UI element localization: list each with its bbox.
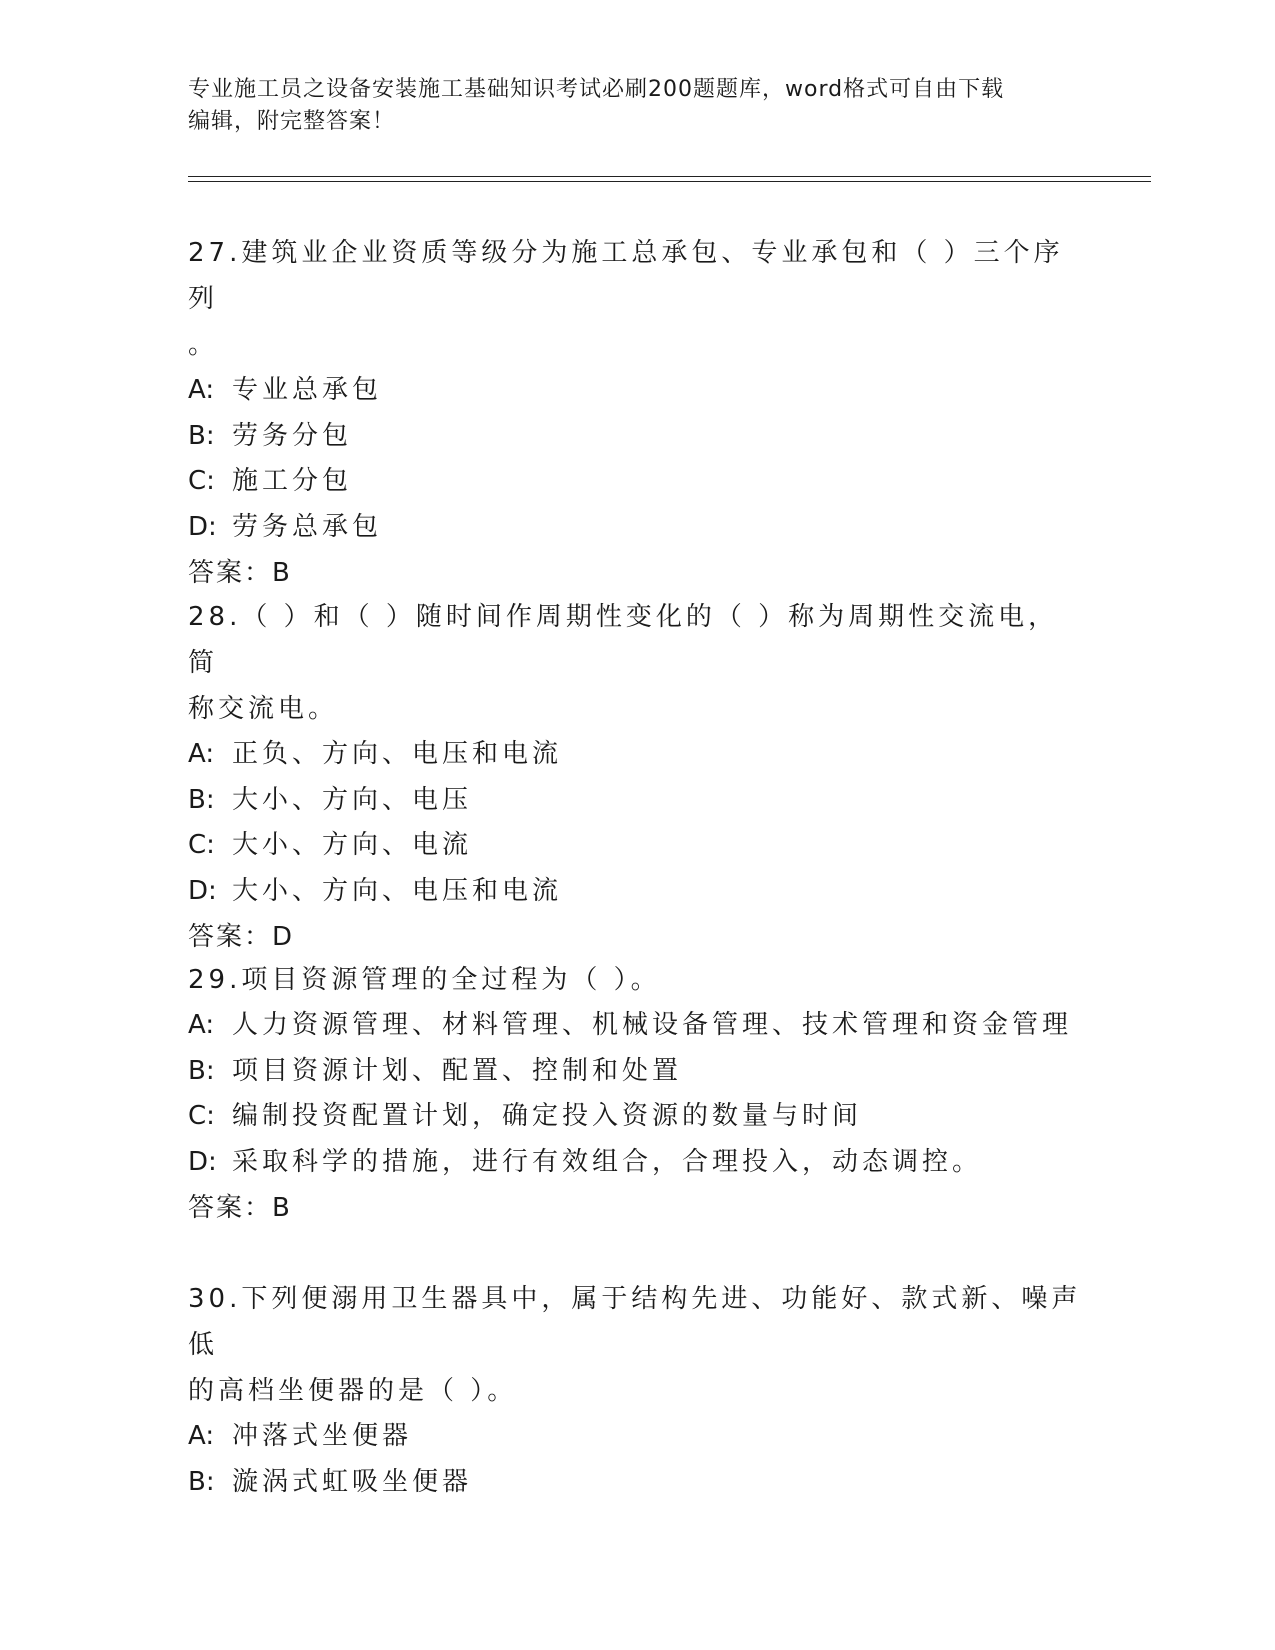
option-text: 劳务分包 bbox=[232, 420, 353, 451]
option-letter: A: bbox=[188, 375, 215, 405]
document-header bbox=[188, 74, 1068, 138]
option-a bbox=[188, 732, 1088, 778]
question-stem bbox=[188, 1276, 1088, 1414]
option-c bbox=[188, 459, 1088, 505]
option-b bbox=[188, 778, 1088, 824]
option-text: 大小、方向、电压 bbox=[232, 784, 473, 815]
header-divider-top bbox=[188, 176, 1151, 177]
option-letter: C: bbox=[188, 466, 215, 496]
option-text: 正负、方向、电压和电流 bbox=[232, 739, 563, 769]
answer-line bbox=[188, 1185, 1088, 1231]
option-a bbox=[188, 1003, 1088, 1049]
question-27 bbox=[188, 230, 1088, 596]
option-text: 大小、方向、电流 bbox=[232, 830, 473, 860]
answer-value: B bbox=[272, 558, 290, 588]
header-divider-bottom bbox=[188, 181, 1151, 182]
question-stem-line-1: 30.下列便溺用卫生器具中，属于结构先进、功能好、款式新、噪声低 bbox=[188, 1284, 1082, 1360]
option-letter: B: bbox=[188, 1466, 215, 1497]
option-b bbox=[188, 1049, 1088, 1095]
question-stem bbox=[188, 594, 1088, 732]
option-text: 大小、方向、电压和电流 bbox=[232, 875, 563, 906]
answer-label: 答案： bbox=[188, 922, 273, 952]
answer-value: B bbox=[272, 1193, 290, 1223]
question-stem-line-1: 28.（ ）和（ ）随时间作周期性变化的（ ）称为周期性交流电，简 bbox=[188, 602, 1059, 678]
option-b bbox=[188, 414, 1088, 460]
option-text: 施工分包 bbox=[232, 466, 353, 496]
question-stem-line-1: 29.项目资源管理的全过程为（ ）。 bbox=[188, 965, 661, 995]
option-letter: D: bbox=[188, 875, 217, 906]
question-stem-line-2: 称交流电。 bbox=[188, 694, 339, 724]
option-letter: B: bbox=[188, 1055, 215, 1086]
option-b bbox=[188, 1460, 1088, 1506]
option-letter: A: bbox=[188, 1421, 215, 1451]
answer-label: 答案： bbox=[188, 558, 273, 588]
option-letter: D: bbox=[188, 511, 217, 542]
question-stem-line-1: 27.建筑业企业资质等级分为施工总承包、专业承包和（ ）三个序列 bbox=[188, 238, 1064, 314]
answer-line bbox=[188, 550, 1088, 596]
option-text: 采取科学的措施，进行有效组合，合理投入，动态调控。 bbox=[232, 1146, 983, 1177]
option-a bbox=[188, 368, 1088, 414]
option-letter: C: bbox=[188, 830, 215, 860]
option-c bbox=[188, 1094, 1088, 1140]
option-text: 专业总承包 bbox=[232, 375, 383, 405]
option-text: 编制投资配置计划，确定投入资源的数量与时间 bbox=[232, 1101, 863, 1131]
option-letter: A: bbox=[188, 1010, 215, 1040]
header-line-1: 专业施工员之设备安装施工基础知识考试必刷200题题库，word格式可自由下载 bbox=[188, 77, 1005, 102]
option-c bbox=[188, 823, 1088, 869]
option-d bbox=[188, 1140, 1088, 1186]
question-30 bbox=[188, 1276, 1088, 1505]
option-text: 劳务总承包 bbox=[232, 511, 383, 542]
option-d bbox=[188, 505, 1088, 551]
option-text: 人力资源管理、材料管理、机械设备管理、技术管理和资金管理 bbox=[232, 1010, 1073, 1040]
option-letter: A: bbox=[188, 739, 215, 769]
option-d bbox=[188, 869, 1088, 915]
question-stem bbox=[188, 230, 1088, 368]
answer-label: 答案： bbox=[188, 1193, 273, 1223]
option-letter: B: bbox=[188, 420, 215, 451]
question-28 bbox=[188, 594, 1088, 960]
question-stem bbox=[188, 957, 1088, 1003]
option-text: 项目资源计划、配置、控制和处置 bbox=[232, 1055, 683, 1086]
question-stem-line-2: 的高档坐便器的是（ ）。 bbox=[188, 1376, 518, 1406]
option-text: 冲落式坐便器 bbox=[232, 1421, 413, 1451]
option-letter: C: bbox=[188, 1101, 215, 1131]
option-letter: D: bbox=[188, 1146, 217, 1177]
header-line-2: 编辑，附完整答案！ bbox=[188, 109, 396, 134]
question-29 bbox=[188, 957, 1088, 1231]
option-letter: B: bbox=[188, 784, 215, 815]
option-a bbox=[188, 1414, 1088, 1460]
answer-value: D bbox=[272, 922, 293, 952]
option-text: 漩涡式虹吸坐便器 bbox=[232, 1466, 473, 1497]
question-stem-line-2: 。 bbox=[188, 330, 219, 360]
answer-line bbox=[188, 914, 1088, 960]
